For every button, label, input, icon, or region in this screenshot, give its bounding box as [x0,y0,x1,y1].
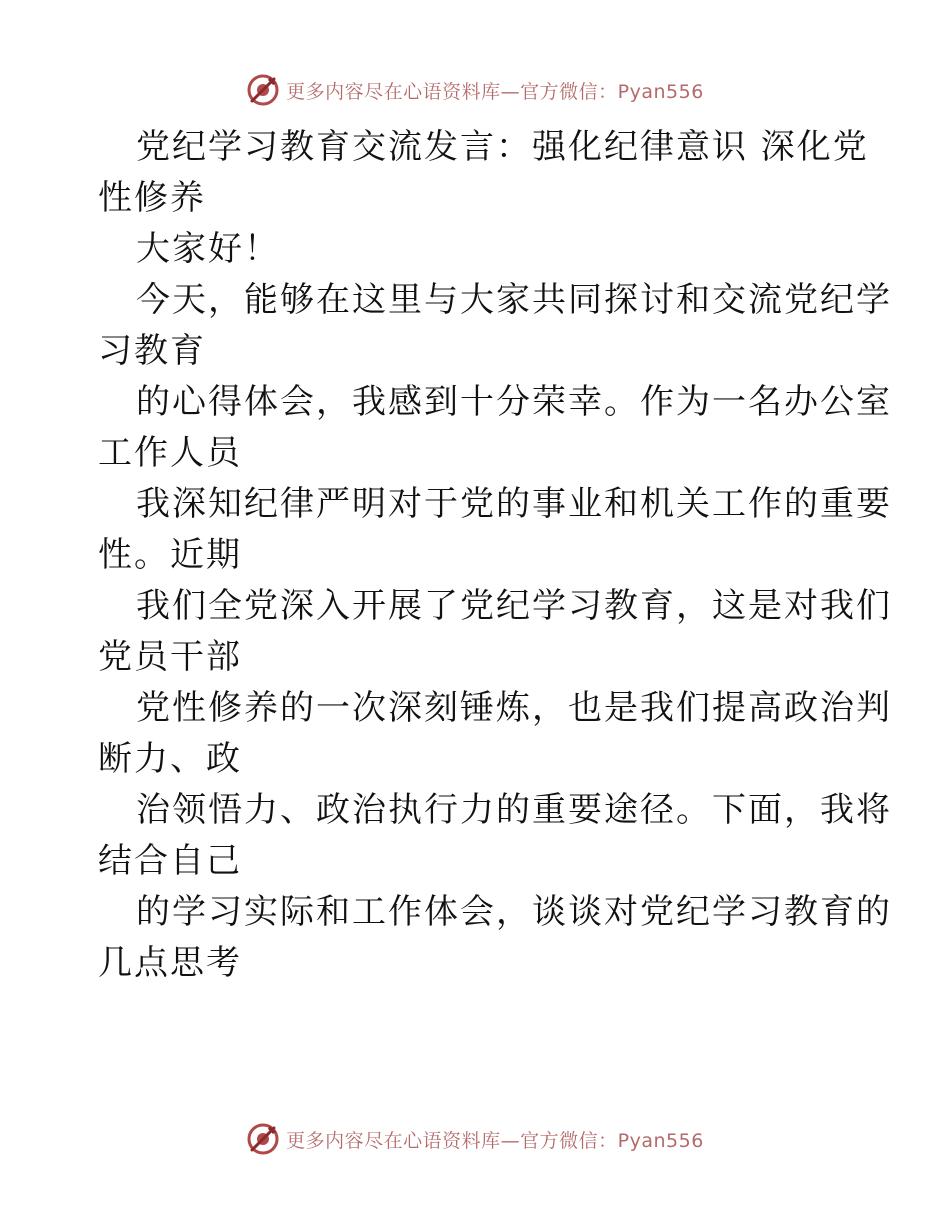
text-line: 结合自己 [98,841,242,881]
text-line: 我深知纪律严明对于党的事业和机关工作的重要 [136,484,892,524]
document-body [98,122,892,989]
text-line: 性修养 [98,178,206,218]
watermark-text: 更多内容尽在心语资料库—官方微信：Pyan556 [286,1129,704,1152]
text-line: 断力、政 [98,739,242,779]
text-line: 治领悟力、政治执行力的重要途径。下面，我将 [136,790,892,830]
text-line: 党纪学习教育交流发言：强化纪律意识 深化党 [136,127,869,167]
watermark-header [0,68,950,112]
text-line: 几点思考 [98,943,242,983]
text-line: 党性修养的一次深刻锤炼，也是我们提高政治判 [136,688,892,728]
text-line: 大家好！ [136,229,280,269]
text-line: 党员干部 [98,637,242,677]
text-line: 我们全党深入开展了党纪学习教育，这是对我们 [136,586,892,626]
seal-pen-icon [246,73,280,107]
text-line: 习教育 [98,331,206,371]
watermark-footer [0,1117,950,1161]
text-line: 工作人员 [98,433,242,473]
text-line: 今天，能够在这里与大家共同探讨和交流党纪学 [136,280,892,320]
text-line: 的学习实际和工作体会，谈谈对党纪学习教育的 [136,892,892,932]
text-line: 的心得体会，我感到十分荣幸。作为一名办公室 [136,382,892,422]
text-line: 性。近期 [98,535,242,575]
seal-pen-icon [246,1122,280,1156]
watermark-text: 更多内容尽在心语资料库—官方微信：Pyan556 [286,80,704,103]
